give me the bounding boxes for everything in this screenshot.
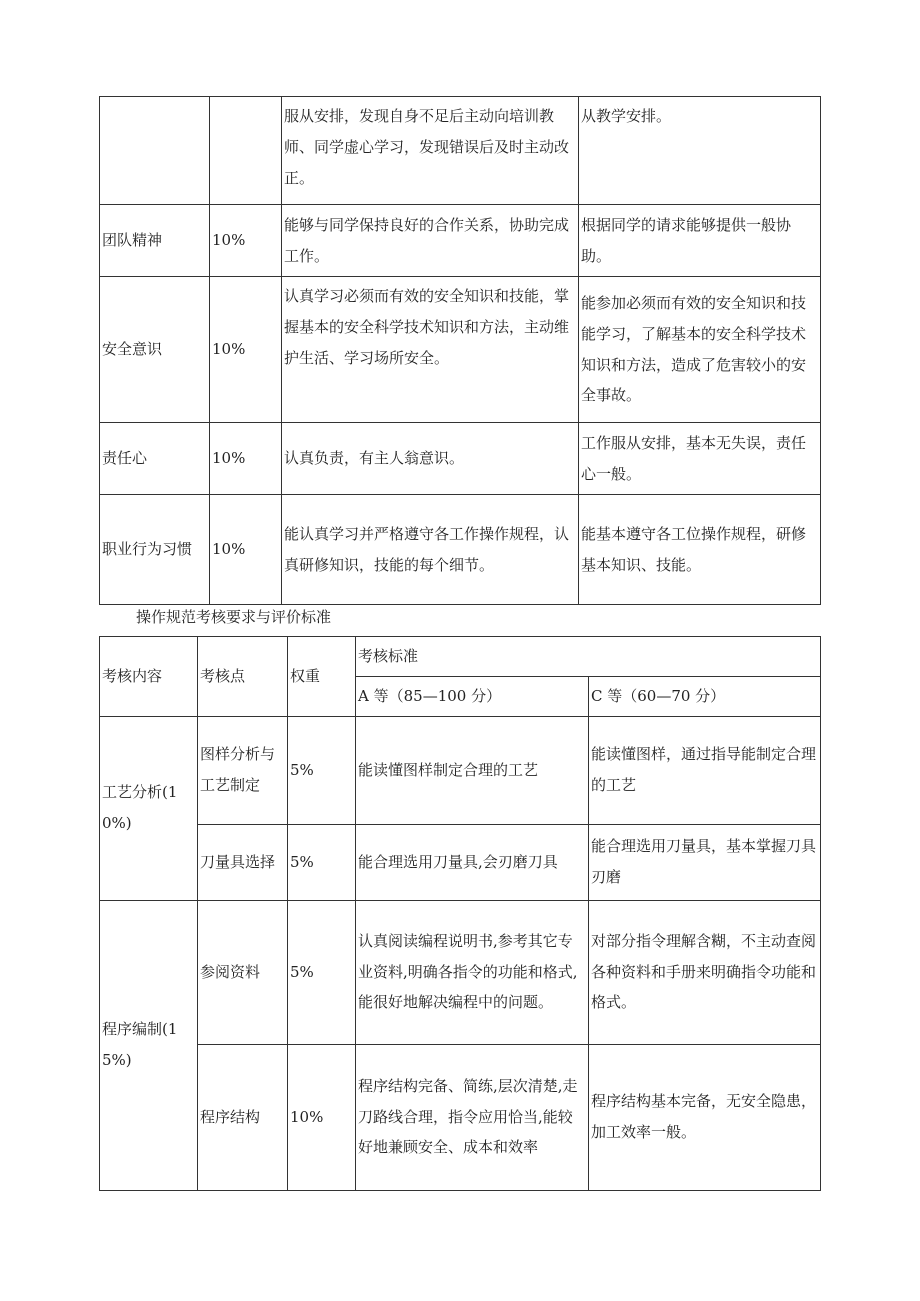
table-row	[100, 1044, 821, 1190]
table-row	[100, 97, 821, 205]
table-row	[100, 900, 821, 1044]
standard-c-cell: 能合理选用刀量具，基本掌握刀具刃磨	[589, 824, 821, 900]
header-grade-c: C 等（60—70 分）	[589, 676, 821, 716]
header-row	[100, 637, 821, 677]
table-caption: 操作规范考核要求与评价标准	[136, 608, 332, 626]
header-grade-a: A 等（85—100 分）	[356, 676, 589, 716]
standard-c-cell: 从教学安排。	[579, 97, 821, 205]
standard-c-cell: 程序结构基本完备，无安全隐患，加工效率一般。	[589, 1044, 821, 1190]
header-point: 考核点	[198, 637, 288, 717]
point-cell: 图样分析与工艺制定	[198, 716, 288, 824]
standard-a-cell: 认真负责，有主人翁意识。	[282, 423, 579, 495]
weight-cell: 5%	[288, 900, 356, 1044]
standard-c-cell: 工作服从安排，基本无失误，责任心一般。	[579, 423, 821, 495]
standard-a-cell: 能够与同学保持良好的合作关系，协助完成工作。	[282, 205, 579, 277]
weight-cell: 5%	[288, 716, 356, 824]
table-row	[100, 824, 821, 900]
header-content: 考核内容	[100, 637, 198, 717]
item-cell: 责任心	[100, 423, 210, 495]
standard-a-cell: 能合理选用刀量具,会刃磨刀具	[356, 824, 589, 900]
table-row	[100, 495, 821, 605]
point-cell: 程序结构	[198, 1044, 288, 1190]
item-cell: 职业行为习惯	[100, 495, 210, 605]
item-cell: 团队精神	[100, 205, 210, 277]
header-weight: 权重	[288, 637, 356, 717]
table-operation-standards	[99, 636, 821, 1191]
standard-a-cell: 认真学习必须而有效的安全知识和技能，掌握基本的安全科学技术知识和方法，主动维护生活、学习场所安全。	[282, 277, 579, 423]
weight-cell: 10%	[210, 423, 282, 495]
weight-cell	[210, 97, 282, 205]
standard-c-cell: 根据同学的请求能够提供一般协助。	[579, 205, 821, 277]
weight-cell: 10%	[210, 495, 282, 605]
table-row	[100, 423, 821, 495]
standard-a-cell: 服从安排，发现自身不足后主动向培训教师、同学虚心学习，发现错误后及时主动改正。	[282, 97, 579, 205]
content-cell: 工艺分析(10%)	[100, 716, 198, 900]
standard-c-cell: 能读懂图样，通过指导能制定合理的工艺	[589, 716, 821, 824]
standard-c-cell: 能参加必须而有效的安全知识和技能学习，了解基本的安全科学技术知识和方法，造成了危害较小的安全事故。	[579, 277, 821, 423]
weight-cell: 10%	[288, 1044, 356, 1190]
content-cell: 程序编制(15%)	[100, 900, 198, 1190]
point-cell: 刀量具选择	[198, 824, 288, 900]
table-row	[100, 277, 821, 423]
item-cell: 安全意识	[100, 277, 210, 423]
item-cell	[100, 97, 210, 205]
standard-a-cell: 认真阅读编程说明书,参考其它专业资料,明确各指令的功能和格式,能很好地解决编程中的问题。	[356, 900, 589, 1044]
table-row	[100, 205, 821, 277]
standard-a-cell: 程序结构完备、简练,层次清楚,走刀路线合理，指令应用恰当,能较好地兼顾安全、成本和效率	[356, 1044, 589, 1190]
weight-cell: 5%	[288, 824, 356, 900]
standard-a-cell: 能读懂图样制定合理的工艺	[356, 716, 589, 824]
standard-a-cell: 能认真学习并严格遵守各工作操作规程，认真研修知识，技能的每个细节。	[282, 495, 579, 605]
weight-cell: 10%	[210, 277, 282, 423]
table-behavior-standards	[99, 96, 821, 605]
header-standard: 考核标准	[356, 637, 821, 677]
point-cell: 参阅资料	[198, 900, 288, 1044]
standard-c-cell: 能基本遵守各工位操作规程，研修基本知识、技能。	[579, 495, 821, 605]
weight-cell: 10%	[210, 205, 282, 277]
standard-c-cell: 对部分指令理解含糊，不主动查阅各种资料和手册来明确指令功能和格式。	[589, 900, 821, 1044]
table-row	[100, 716, 821, 824]
